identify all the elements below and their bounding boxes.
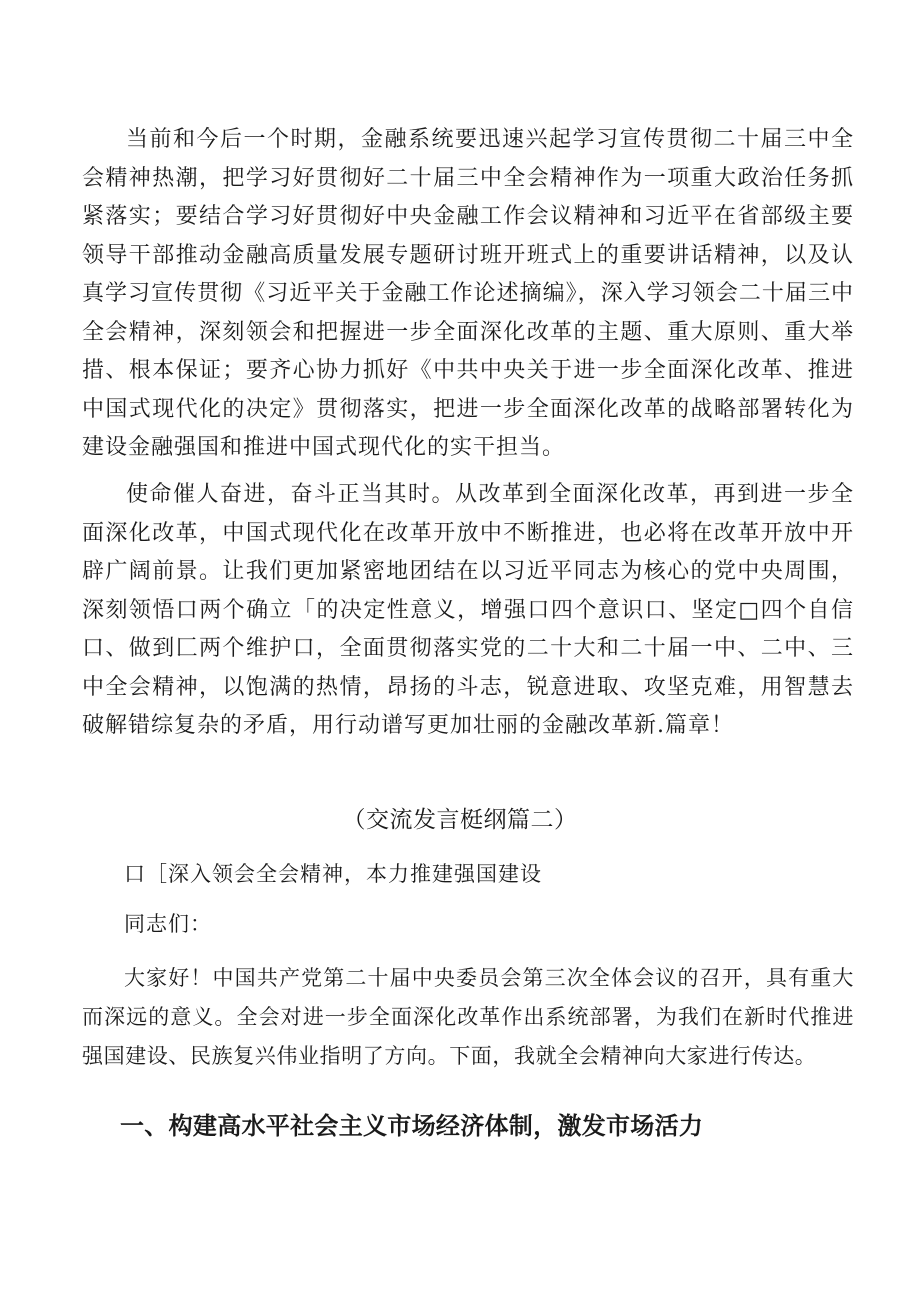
section-subtitle: （交流发言梃纲篇二）: [342, 807, 578, 833]
speech-topic-line: 口［深入领会全会精神，本力推建强国建设: [124, 862, 542, 886]
body-paragraph-3: 大家好！中国共产党第二十届中央委员会第三次全体会议的召开，具有重大而深远的意义。全会对进一步全面深化改革作出系统部署，为我们在新时代推进强国建设、民族复兴伟业指明了方向。下面，我就全会精神向大家进行传达。: [82, 966, 854, 1068]
body-paragraph-2: 使命催人奋进，奋斗正当其时。从改革到全面深化改革，再到进一步全面深化改革，中国式现代化在改革开放中不断推进，也必将在改革开放中开辟广阔前景。让我们更加紧密地团结在以习近平同志为核心的党中央周围，深刻领悟口两个确立「的决定性意义，增强口四个意识口、坚定□四个自信口、做到匚两个维护口，全面贯彻落实党的二十大和二十届一中、二中、三中全会精神，以饱满的热情，昂扬的斗志，锐意进取、攻坚克难，用智慧去破解错综复杂的矛盾，用行动谱写更加壮丽的金融改革新.篇章！: [82, 482, 854, 738]
greeting-line: 同志们：: [124, 912, 212, 936]
body-paragraph-1: 当前和今后一个时期，金融系统要迅速兴起学习宣传贯彻二十届三中全会精神热潮，把学习好贯彻好二十届三中全会精神作为一项重大政治任务抓紧落实；要结合学习好贯彻好中央金融工作会议精神和习近平在省部级主要领导干部推动金融高质量发展专题研讨班开班式上的重要讲话精神，以及认真学习宣传贯彻《习近平关于金融工作论述摘编》，深入学习领会二十届三中全会精神，深刻领会和把握进一步全面深化改革的主题、重大原则、重大举措、根本保证；要齐心协力抓好《中共中央关于进一步全面深化改革、推进中国式现代化的决定》贯彻落实，把进一步全面深化改革的战略部署转化为建设金融强国和推进中国式现代化的实干担当。: [82, 127, 854, 460]
section-heading: 一、构建高水平社会主义市场经济体制，激发市场活力: [120, 1112, 704, 1140]
